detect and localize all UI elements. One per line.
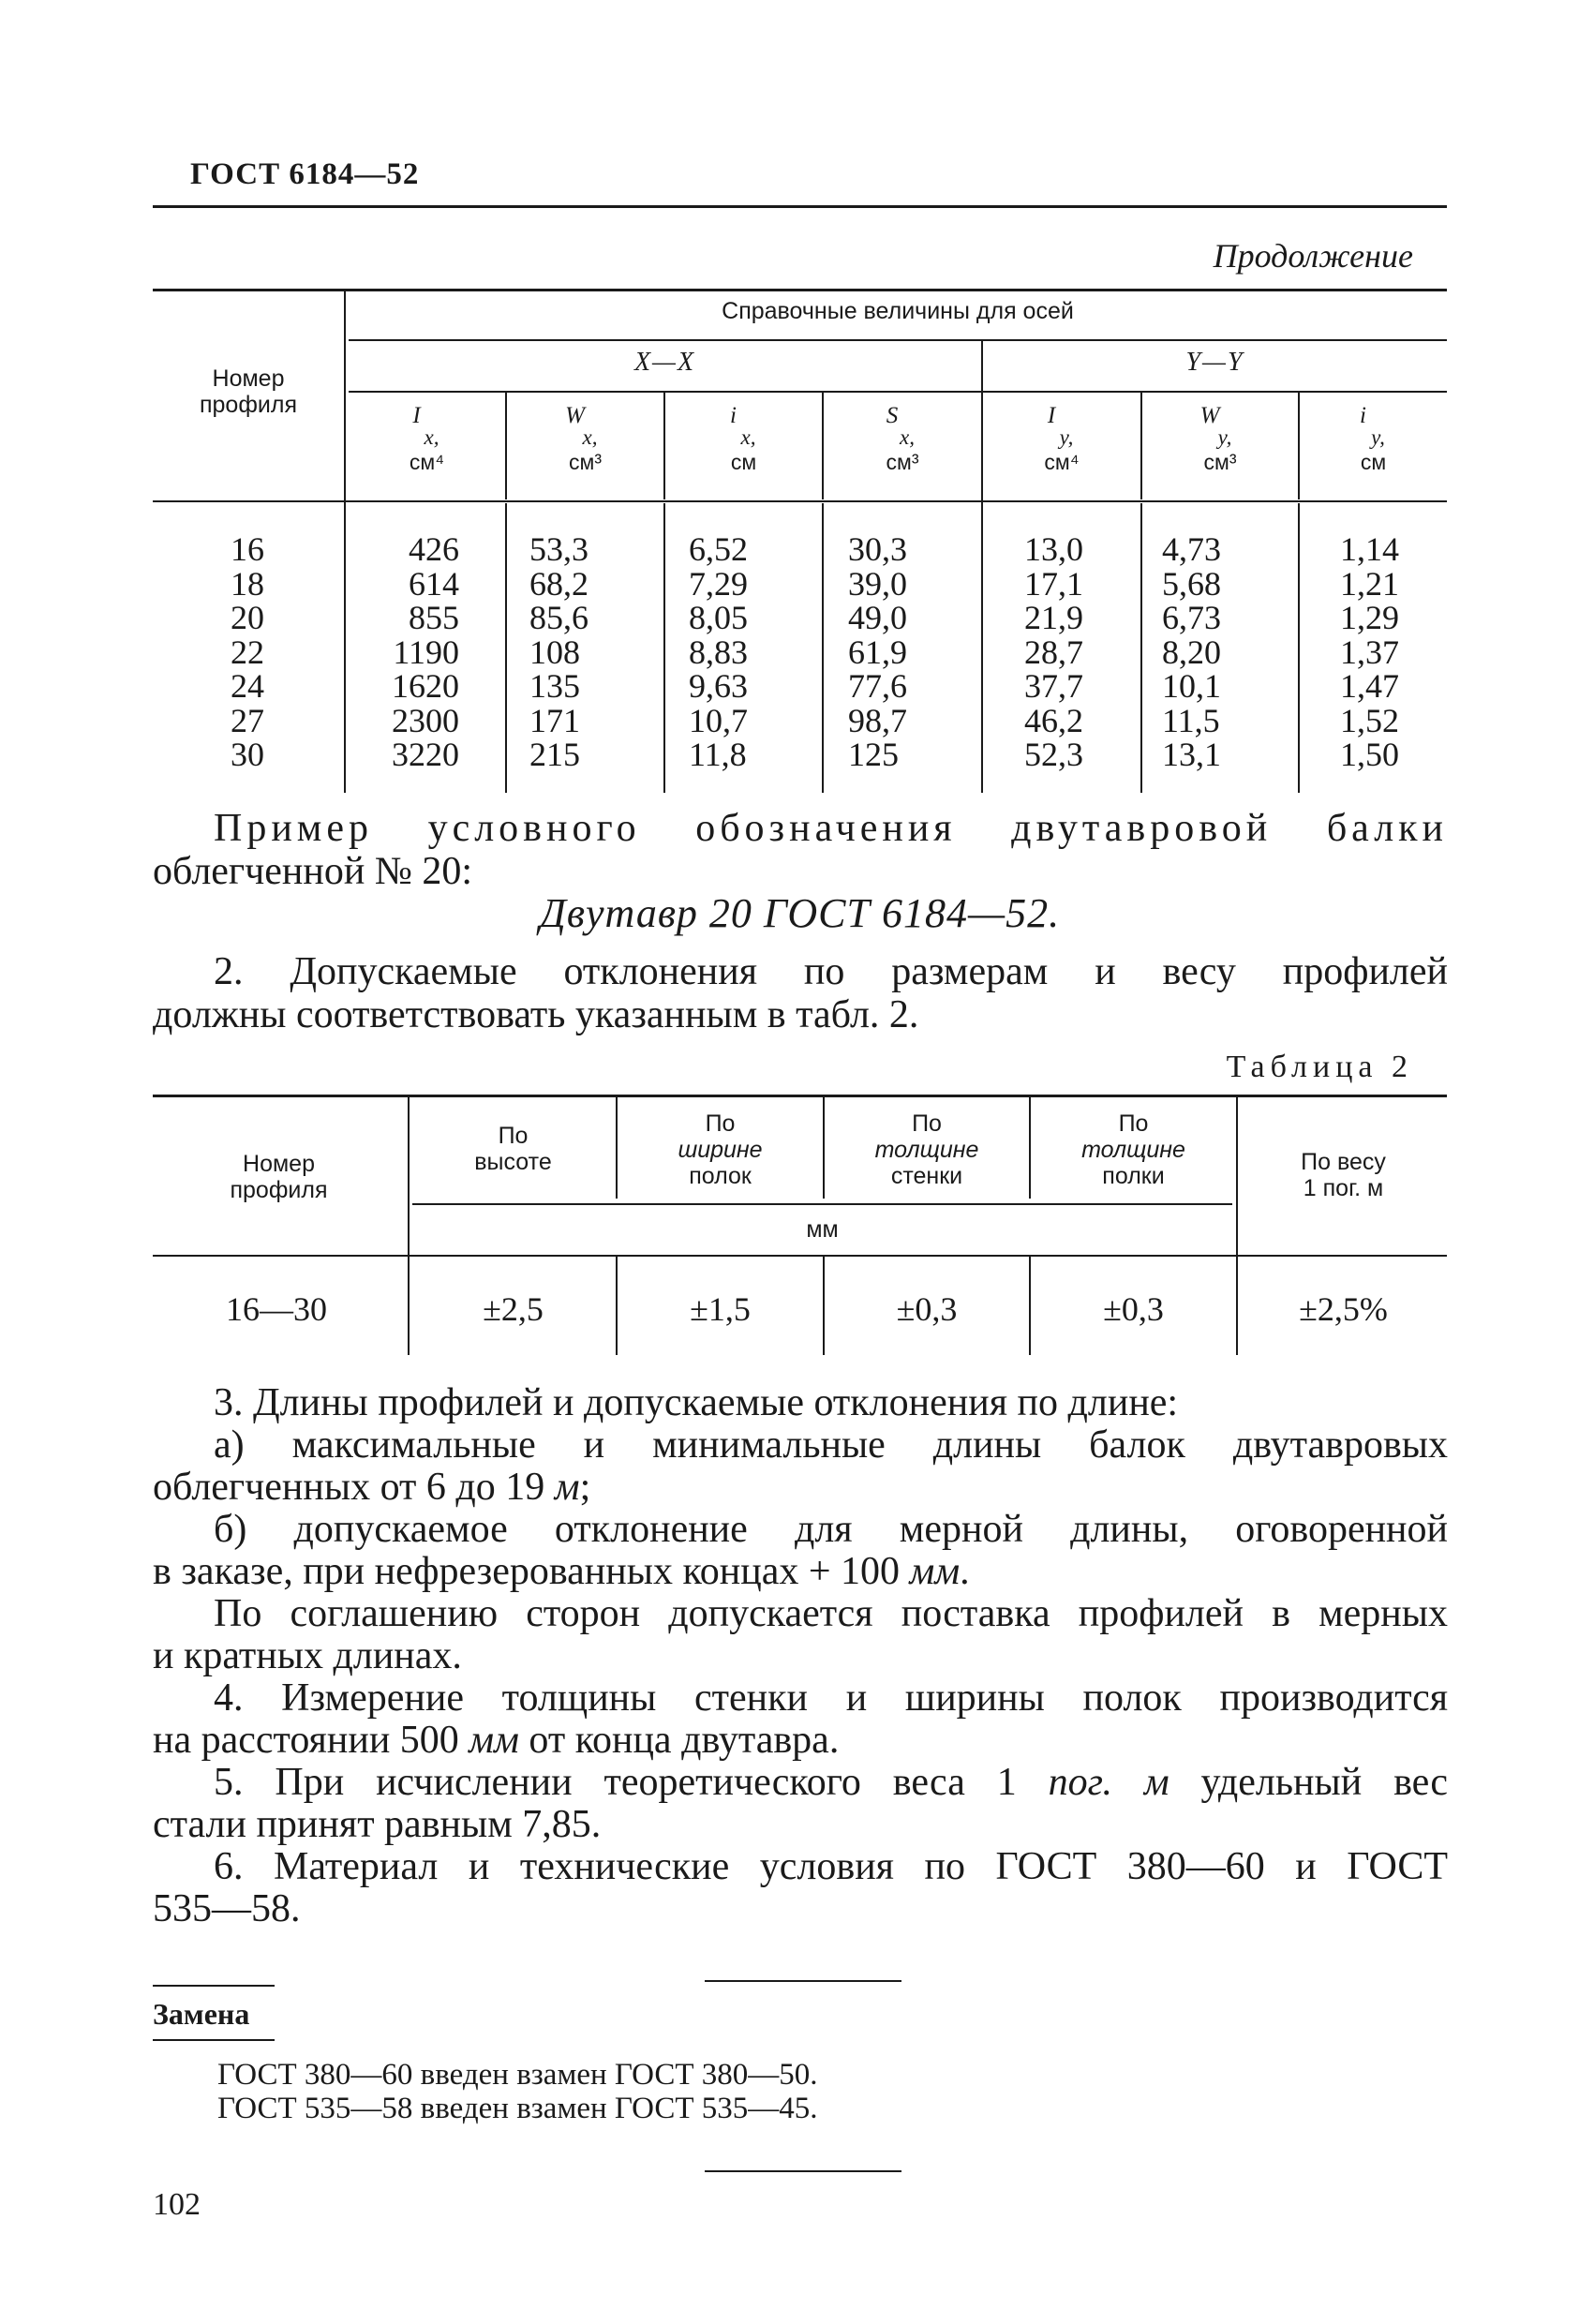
- paragraph-5-line-2: стали принят равным 7,85.: [153, 1803, 602, 1846]
- replacement-title: Замена: [153, 1997, 250, 2031]
- column-header-ix-radius: [665, 405, 822, 476]
- table-cell: 11,8: [689, 736, 747, 773]
- table-cell: 1,52: [1340, 701, 1399, 739]
- table-cell: 171: [529, 701, 580, 739]
- ix-symbol: I: [412, 403, 421, 428]
- ix-unit: см⁴: [409, 450, 445, 474]
- paragraph-6-line-2: 535—58.: [153, 1887, 301, 1930]
- table-cell: 1,21: [1340, 564, 1399, 603]
- paragraph-4-line-2: на расстоянии 500 мм от конца двутавра.: [153, 1719, 840, 1762]
- table-cell: 18: [231, 564, 264, 603]
- table-cell: 49,0: [848, 599, 907, 636]
- agreement-line-2: и кратных длинах.: [153, 1634, 462, 1677]
- table-cell: 6,52: [689, 530, 748, 568]
- paragraph-3a-line-1: а) максимальные и минимальные длины балок двутавровых: [214, 1423, 1448, 1467]
- wx-symbol: W: [565, 403, 585, 428]
- table-cell: 28,7: [1024, 633, 1083, 671]
- paragraph-6-line-1: 6. Материал и технические условия по ГОСТ 380—60 и ГОСТ: [214, 1845, 1449, 1888]
- table-cell: 135: [529, 667, 580, 705]
- flange-width-tolerance-value: ±1,5: [690, 1290, 751, 1328]
- paragraph-2-line-2: должны соответствовать указанным в табл. 2.: [153, 993, 919, 1036]
- table-2-label: Таблица 2: [1226, 1050, 1413, 1084]
- paragraph-5-line-1: 5. При исчислении теоретического веса 1 пог. м удельный вес: [214, 1761, 1448, 1804]
- iy-radius-column: [1340, 532, 1443, 772]
- weight-tolerance-header: По весу 1 пог. м: [1301, 1149, 1386, 1201]
- table-cell: 7,29: [689, 564, 748, 603]
- table-cell: 46,2: [1024, 701, 1083, 739]
- table-cell: 8,05: [689, 599, 748, 636]
- ix-radius-column: [689, 532, 815, 772]
- table-cell: 1,29: [1340, 599, 1399, 636]
- column-header-ix: [349, 405, 505, 476]
- table-cell: 98,7: [848, 701, 907, 739]
- table-cell: 22: [231, 633, 264, 671]
- agreement-line-1: По соглашению сторон допускается поставка профилей в мерных: [214, 1592, 1448, 1635]
- table-cell: 30,3: [848, 530, 907, 568]
- flange-thickness-tolerance-value: ±0,3: [1103, 1290, 1164, 1328]
- axis-xx-header: X—X: [633, 348, 696, 377]
- example-heading-line-2: облегченной № 20:: [153, 850, 473, 893]
- height-tolerance-value: ±2,5: [483, 1290, 544, 1328]
- table-cell: 10,7: [689, 701, 748, 739]
- sx-unit: см³: [886, 450, 919, 474]
- ix-radius-symbol: i: [730, 403, 737, 428]
- table-cell: 68,2: [529, 564, 588, 603]
- iy-radius-symbol: i: [1360, 403, 1366, 428]
- table-cell: 614: [409, 564, 459, 603]
- table-cell: 1190: [393, 633, 459, 671]
- example-heading-line: Пример условного обозначения двутавровой балки: [214, 807, 1449, 850]
- paragraph-3b-line-1: б) допускаемое отклонение для мерной длины, оговоренной: [214, 1508, 1449, 1551]
- iy-radius-unit: см: [1360, 450, 1387, 474]
- paragraph-4-line-1: 4. Измерение толщины стенки и ширины полок производится: [214, 1676, 1449, 1720]
- profile-number-header: Номер профиля: [199, 365, 297, 418]
- table-cell: 21,9: [1024, 599, 1083, 636]
- ix-subscript: x,: [424, 425, 439, 449]
- table-cell: 8,83: [689, 633, 748, 671]
- table-cell: 11,5: [1162, 701, 1220, 739]
- wy-subscript: y,: [1217, 425, 1232, 449]
- wx-unit: см³: [569, 450, 602, 474]
- weight-tolerance-value: ±2,5%: [1299, 1290, 1388, 1328]
- replacement-note-1: ГОСТ 380—60 введен взамен ГОСТ 380—50.: [217, 2058, 818, 2092]
- table-cell: 37,7: [1024, 667, 1083, 705]
- paragraph-3-title: 3. Длины профилей и допускаемые отклонения по длине:: [214, 1381, 1179, 1424]
- iy-radius-subscript: y,: [1371, 425, 1385, 449]
- table-cell: 39,0: [848, 564, 907, 603]
- replacement-note-2: ГОСТ 535—58 введен взамен ГОСТ 535—45.: [217, 2092, 818, 2125]
- table-cell: 1,37: [1340, 633, 1399, 671]
- table-cell: 215: [529, 736, 580, 773]
- continuation-label: Продолжение: [1213, 237, 1413, 275]
- paragraph-3a-line-2: облегченных от 6 до 19 м;: [153, 1466, 591, 1509]
- sx-subscript: x,: [900, 425, 915, 449]
- tolerance-profile-range: 16—30: [226, 1290, 327, 1328]
- web-thickness-tolerance-header: По толщине стенки: [874, 1110, 979, 1189]
- table-cell: 5,68: [1162, 564, 1221, 603]
- table-cell: 77,6: [848, 667, 907, 705]
- table-cell: 1,47: [1340, 667, 1399, 705]
- axis-yy-header: Y—Y: [1185, 348, 1244, 377]
- table-cell: 108: [529, 633, 580, 671]
- table-cell: 27: [231, 701, 264, 739]
- table-cell: 855: [409, 599, 459, 636]
- replacement-bottom-rule: [153, 2039, 275, 2041]
- table-cell: 20: [231, 599, 264, 636]
- web-thickness-tolerance-value: ±0,3: [896, 1290, 958, 1328]
- centered-rule: [705, 1980, 901, 1982]
- paragraph-3b-line-2: в заказе, при нефрезерованных концах + 100 мм.: [153, 1550, 970, 1593]
- column-header-wx: [507, 405, 663, 476]
- wy-column: [1162, 532, 1293, 772]
- table-cell: 125: [848, 736, 899, 773]
- table-cell: 16: [231, 530, 264, 568]
- table-cell: 53,3: [529, 530, 588, 568]
- column-header-iy: [983, 405, 1140, 476]
- unit-header: мм: [806, 1216, 839, 1243]
- bottom-centered-rule: [705, 2170, 901, 2172]
- table-cell: 8,20: [1162, 633, 1221, 671]
- iy-column: [1024, 532, 1137, 772]
- ix-radius-unit: см: [730, 450, 757, 474]
- table-cell: 17,1: [1024, 564, 1083, 603]
- height-tolerance-header: По высоте: [474, 1123, 552, 1175]
- column-header-sx: [824, 405, 981, 476]
- column-header-iy-radius: [1300, 405, 1447, 476]
- table-cell: 2300: [392, 701, 459, 739]
- document-code: ГОСТ 6184—52: [190, 157, 420, 191]
- table-cell: 1,14: [1340, 530, 1399, 568]
- replacement-top-rule: [153, 1985, 275, 1987]
- iy-symbol: I: [1047, 403, 1056, 428]
- iy-unit: см⁴: [1044, 450, 1080, 474]
- reference-values-group-header: Справочные величины для осей: [722, 298, 1074, 324]
- ix-radius-subscript: x,: [740, 425, 756, 449]
- ix-column: [356, 532, 459, 772]
- table-cell: 30: [231, 736, 264, 773]
- wx-column: [529, 532, 656, 772]
- table-cell: 61,9: [848, 633, 907, 671]
- table-cell: 10,1: [1162, 667, 1221, 705]
- wy-symbol: W: [1199, 403, 1220, 428]
- table-cell: 1,50: [1340, 736, 1399, 773]
- table-cell: 3220: [392, 736, 459, 773]
- sx-column: [848, 532, 975, 772]
- wy-unit: см³: [1203, 450, 1237, 474]
- table-cell: 13,0: [1024, 530, 1083, 568]
- table-cell: 85,6: [529, 599, 588, 636]
- paragraph-2-line-1: 2. Допускаемые отклонения по размерам и весу профилей: [214, 950, 1449, 993]
- sx-symbol: S: [886, 403, 899, 428]
- table-cell: 4,73: [1162, 530, 1221, 568]
- profile-number-column: [159, 532, 264, 772]
- iy-subscript: y,: [1059, 425, 1074, 449]
- flange-thickness-tolerance-header: По толщине полки: [1081, 1110, 1185, 1189]
- example-designation: Двутавр 20 ГОСТ 6184—52.: [539, 890, 1061, 936]
- table-cell: 52,3: [1024, 736, 1083, 773]
- table-cell: 24: [231, 667, 264, 705]
- flange-width-tolerance-header: По ширине полок: [678, 1110, 763, 1189]
- wx-subscript: x,: [582, 425, 598, 449]
- page-number: 102: [153, 2187, 201, 2222]
- table-cell: 9,63: [689, 667, 748, 705]
- table-cell: 6,73: [1162, 599, 1221, 636]
- table-cell: 426: [409, 530, 459, 568]
- table-cell: 1620: [392, 667, 459, 705]
- header-rule: [153, 205, 1447, 208]
- table-cell: 13,1: [1162, 736, 1221, 773]
- column-header-wy: [1142, 405, 1298, 476]
- profile-number-header: Номер профиля: [230, 1151, 328, 1203]
